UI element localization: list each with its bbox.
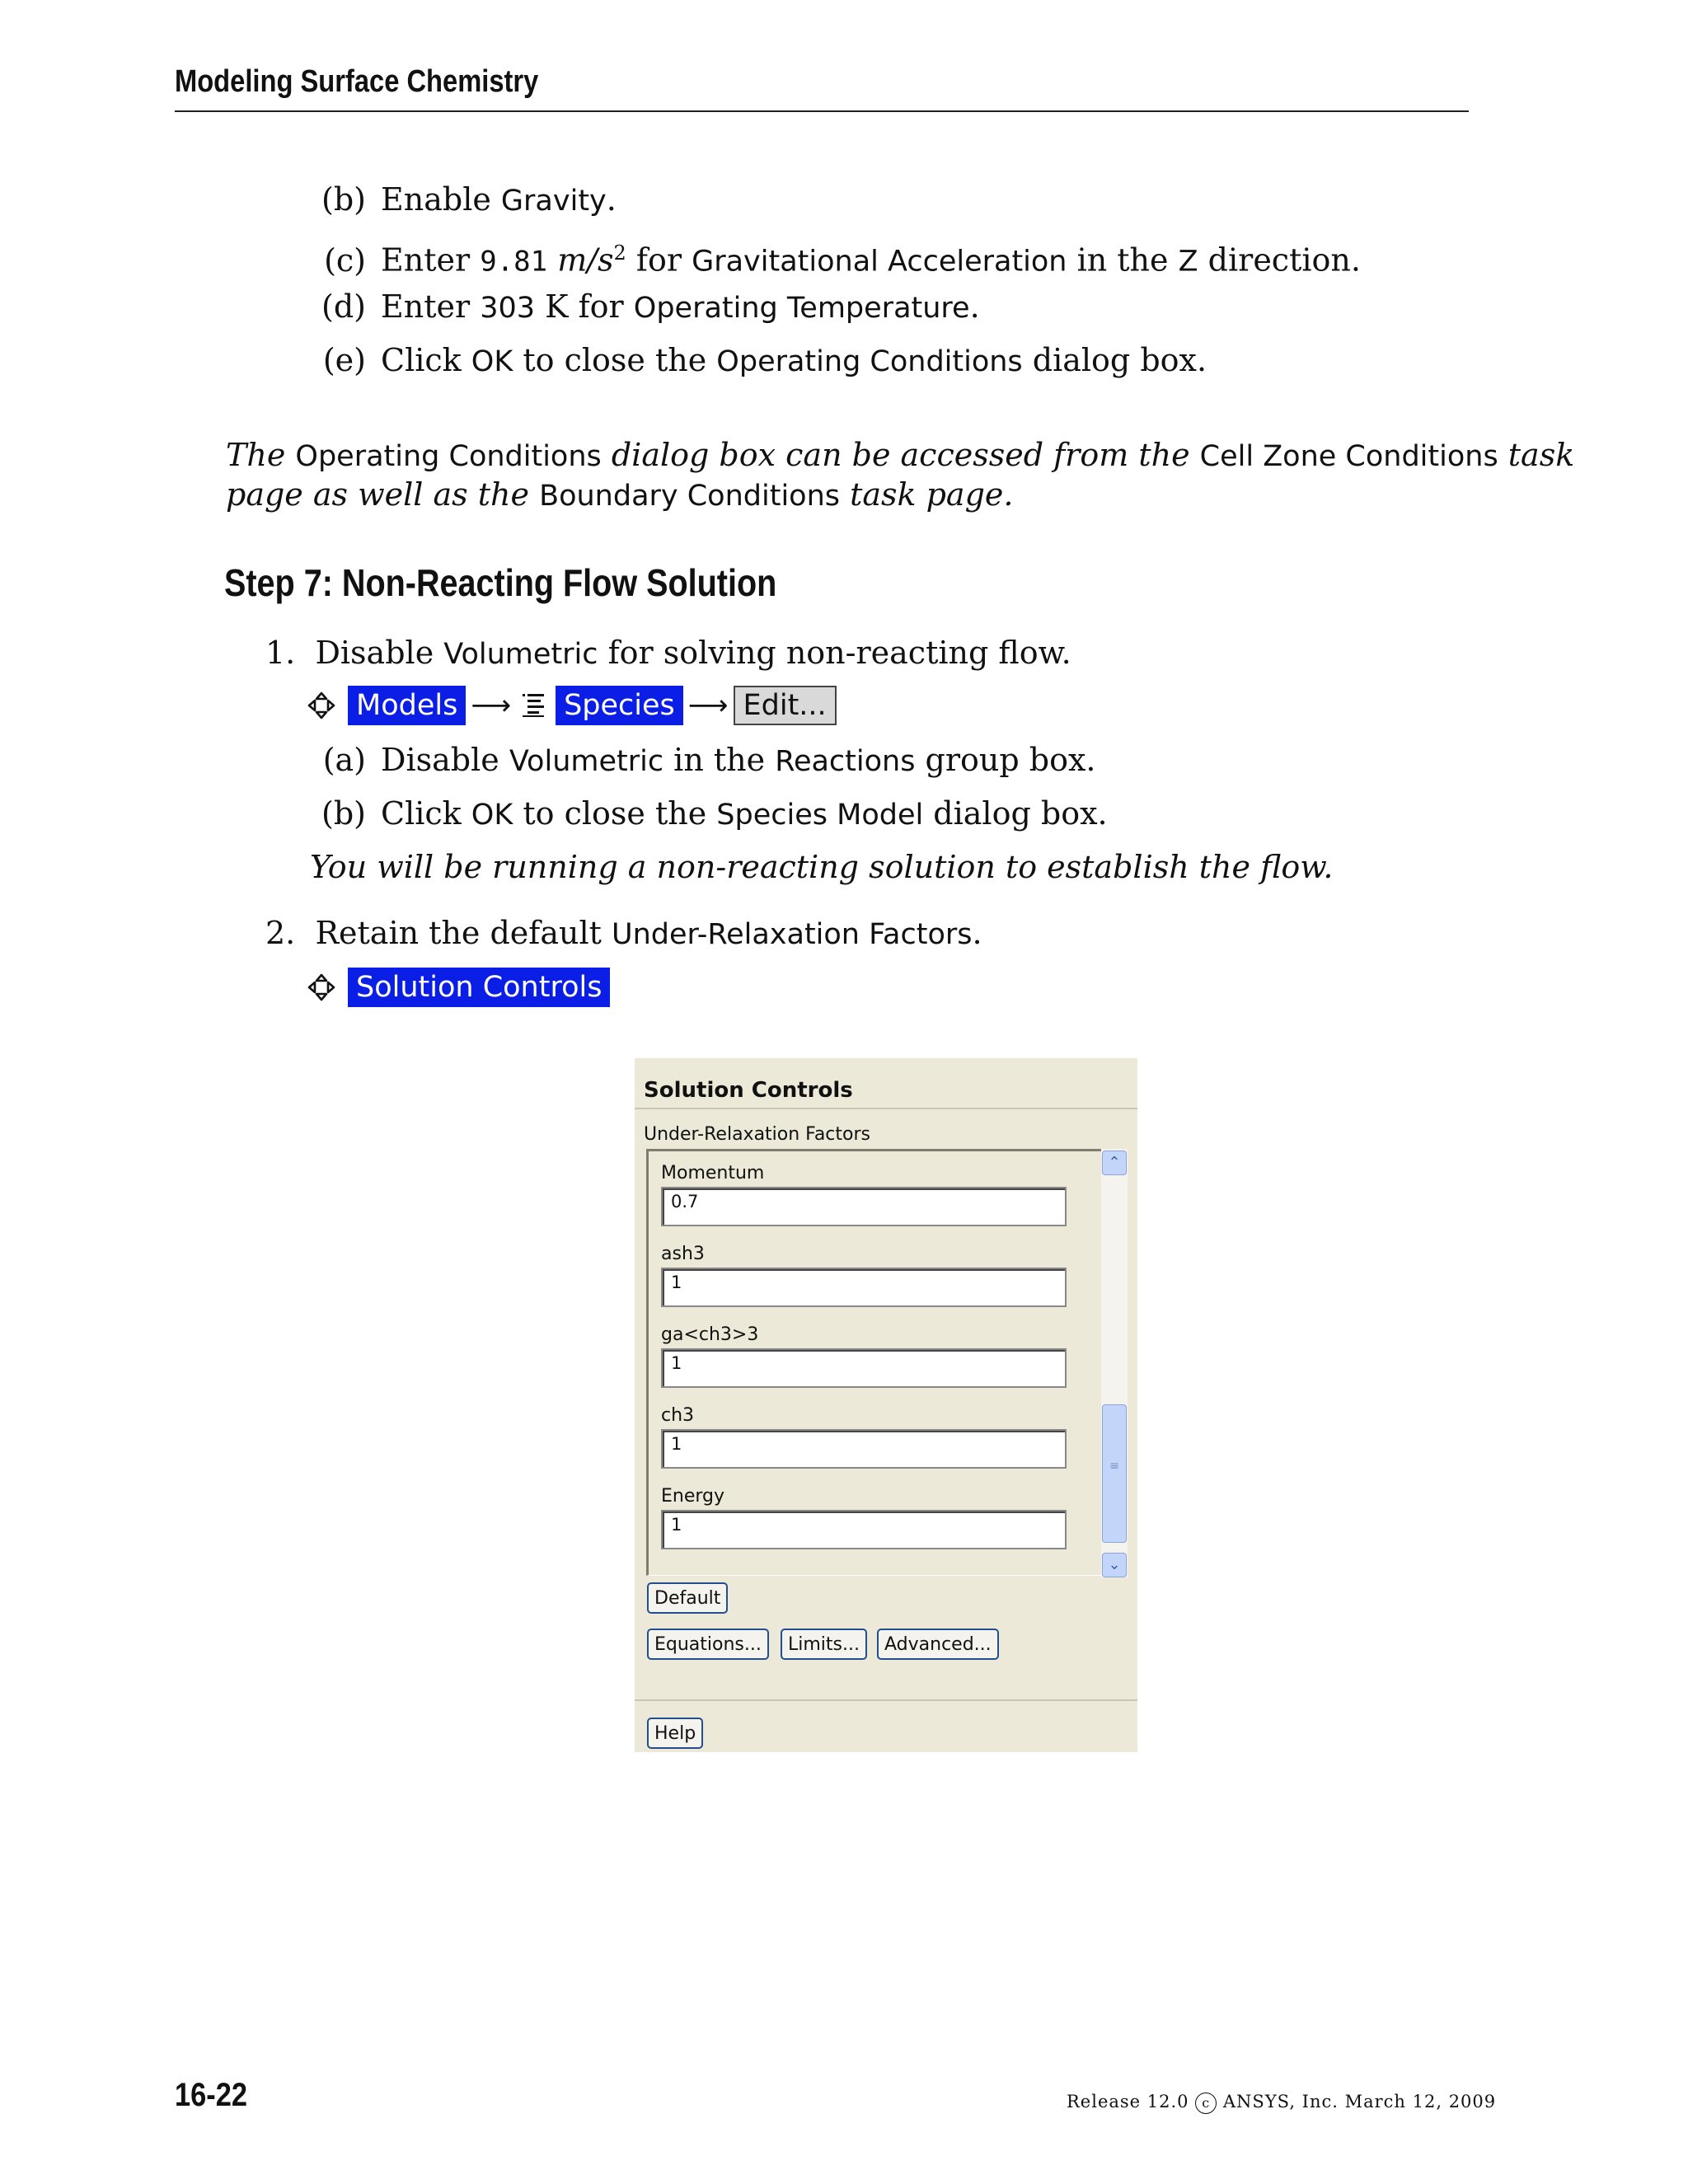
unit: m/s bbox=[557, 241, 614, 279]
ui-term: Gravitational Acceleration bbox=[692, 245, 1067, 279]
ash3-field-group bbox=[661, 1244, 1067, 1307]
arrow-icon: ⟶ bbox=[471, 689, 512, 722]
item-number: 1. bbox=[265, 635, 296, 671]
momentum-input[interactable]: 0.7 bbox=[661, 1187, 1067, 1226]
ui-term: OK bbox=[471, 799, 513, 832]
text: task bbox=[1498, 437, 1575, 473]
text: ANSYS, Inc. March 12, 2009 bbox=[1217, 2092, 1497, 2111]
ui-term: OK bbox=[471, 345, 513, 378]
under-relaxation-scroll-area[interactable] bbox=[646, 1149, 1104, 1576]
divider bbox=[635, 1108, 1137, 1109]
grip-icon: ≡ bbox=[1109, 1460, 1119, 1473]
advanced-button[interactable]: Advanced... bbox=[877, 1629, 999, 1660]
step-label: (c) bbox=[324, 241, 366, 279]
divider bbox=[635, 1699, 1137, 1701]
text: . bbox=[972, 915, 982, 951]
step-label: (b) bbox=[321, 181, 366, 218]
text: The bbox=[226, 437, 296, 473]
navigation-pane-icon bbox=[307, 691, 336, 720]
copyright-icon: c bbox=[1195, 2093, 1217, 2114]
ga-ch3-3-input[interactable]: 1 bbox=[661, 1348, 1067, 1388]
text: dialog box. bbox=[923, 795, 1108, 832]
text: task page. bbox=[840, 476, 1014, 513]
text: Enter bbox=[381, 288, 481, 325]
text: for solving non-reacting flow. bbox=[598, 635, 1071, 671]
list-tree-icon bbox=[521, 691, 546, 719]
dialog-title: Solution Controls bbox=[644, 1078, 853, 1103]
note-non-reacting: You will be running a non-reacting solution to establish the flow. bbox=[310, 849, 1334, 885]
ui-term: Reactions bbox=[775, 745, 916, 778]
item-2-retain-defaults bbox=[265, 915, 982, 953]
energy-label: Energy bbox=[661, 1486, 725, 1507]
step-d-temperature bbox=[307, 288, 980, 326]
sub-b-click-ok bbox=[307, 795, 1108, 833]
text: to close the bbox=[513, 795, 717, 832]
edit-button[interactable]: Edit... bbox=[734, 686, 837, 725]
text: direction. bbox=[1198, 241, 1361, 279]
text: page as well as the bbox=[226, 476, 540, 513]
solution-controls-dialog bbox=[635, 1058, 1137, 1752]
ui-term: Under-Relaxation Factors bbox=[612, 918, 973, 951]
item-number: 2. bbox=[265, 915, 296, 951]
sub-a-disable-volumetric bbox=[307, 742, 1096, 780]
step-7-heading: Step 7: Non-Reacting Flow Solution bbox=[224, 561, 777, 604]
ui-term: Operating Conditions bbox=[716, 345, 1023, 378]
item-1-disable-volumetric bbox=[265, 635, 1071, 673]
limits-button[interactable]: Limits... bbox=[781, 1629, 867, 1660]
text: dialog box. bbox=[1022, 342, 1207, 378]
text: group box. bbox=[915, 742, 1096, 778]
default-button[interactable]: Default bbox=[647, 1582, 728, 1614]
ui-term: Gravity bbox=[500, 185, 607, 218]
ch3-input[interactable]: 1 bbox=[661, 1429, 1067, 1469]
ui-term: Volumetric bbox=[509, 745, 664, 778]
step-b-enable-gravity bbox=[307, 181, 617, 219]
unit-exponent: 2 bbox=[613, 241, 626, 265]
text: Click bbox=[381, 795, 471, 832]
text: for bbox=[568, 288, 634, 325]
text: in the bbox=[663, 742, 776, 778]
release-info bbox=[1067, 2092, 1496, 2114]
navigation-pane-icon bbox=[307, 972, 336, 1002]
scroll-down-icon[interactable]: ⌄ bbox=[1102, 1553, 1127, 1577]
text: . bbox=[606, 181, 617, 218]
ui-term: Operating Temperature bbox=[633, 292, 970, 325]
note-operating-conditions-line2 bbox=[226, 476, 1013, 514]
nav-path-solution-controls bbox=[307, 966, 610, 1009]
ga-ch3-3-field-group bbox=[661, 1324, 1067, 1388]
step-label: (e) bbox=[322, 342, 366, 378]
step-label: (b) bbox=[321, 795, 366, 832]
text: in the bbox=[1067, 241, 1179, 279]
scrollbar-thumb[interactable] bbox=[1102, 1404, 1127, 1543]
text: Disable bbox=[381, 742, 509, 778]
step-e-click-ok bbox=[307, 342, 1207, 380]
under-relaxation-group-label: Under-Relaxation Factors bbox=[644, 1124, 870, 1145]
ui-term: Boundary Conditions bbox=[539, 480, 840, 513]
step-c-gravity-value bbox=[307, 235, 1361, 280]
ui-term: Z bbox=[1178, 245, 1198, 279]
help-button[interactable]: Help bbox=[647, 1718, 703, 1749]
unit: K bbox=[535, 288, 569, 325]
species-link[interactable]: Species bbox=[556, 686, 683, 725]
page-number: 16-22 bbox=[175, 2077, 247, 2113]
text: Enable bbox=[381, 181, 501, 218]
energy-input[interactable]: 1 bbox=[661, 1510, 1067, 1549]
header-title: Modeling Surface Chemistry bbox=[175, 64, 539, 99]
ui-term: Species Model bbox=[716, 799, 924, 832]
ch3-label: ch3 bbox=[661, 1405, 695, 1426]
text: . bbox=[969, 288, 980, 325]
text: to close the bbox=[513, 342, 717, 378]
text: dialog box can be accessed from the bbox=[601, 437, 1200, 473]
text: Enter bbox=[381, 241, 481, 279]
ash3-input[interactable]: 1 bbox=[661, 1268, 1067, 1307]
step-label: (a) bbox=[322, 742, 366, 778]
vertical-scrollbar[interactable] bbox=[1101, 1149, 1128, 1577]
energy-field-group bbox=[661, 1486, 1067, 1549]
scroll-up-icon[interactable]: ⌃ bbox=[1102, 1151, 1127, 1175]
text: Release 12.0 bbox=[1067, 2092, 1196, 2111]
text: Disable bbox=[315, 635, 444, 671]
ui-term: Volumetric bbox=[443, 638, 598, 671]
text: Click bbox=[381, 342, 471, 378]
page-header bbox=[175, 64, 1469, 112]
value: 9.81 bbox=[480, 245, 548, 279]
arrow-icon: ⟶ bbox=[687, 689, 729, 722]
ash3-label: ash3 bbox=[661, 1244, 705, 1264]
equations-button[interactable]: Equations... bbox=[647, 1629, 769, 1660]
solution-controls-link[interactable]: Solution Controls bbox=[348, 968, 610, 1007]
note-operating-conditions-line1 bbox=[226, 437, 1575, 475]
value: 303 bbox=[480, 292, 536, 325]
nav-path-models-species bbox=[307, 684, 837, 727]
text: for bbox=[626, 241, 692, 279]
text: Retain the default bbox=[315, 915, 612, 951]
ui-term: Cell Zone Conditions bbox=[1199, 440, 1498, 473]
momentum-label: Momentum bbox=[661, 1163, 765, 1183]
ch3-field-group bbox=[661, 1405, 1067, 1469]
models-link[interactable]: Models bbox=[348, 686, 466, 725]
step-label: (d) bbox=[321, 288, 366, 325]
ga-ch3-3-label: ga<ch3>3 bbox=[661, 1324, 759, 1345]
momentum-field-group bbox=[661, 1163, 1067, 1226]
ui-term: Operating Conditions bbox=[295, 440, 602, 473]
